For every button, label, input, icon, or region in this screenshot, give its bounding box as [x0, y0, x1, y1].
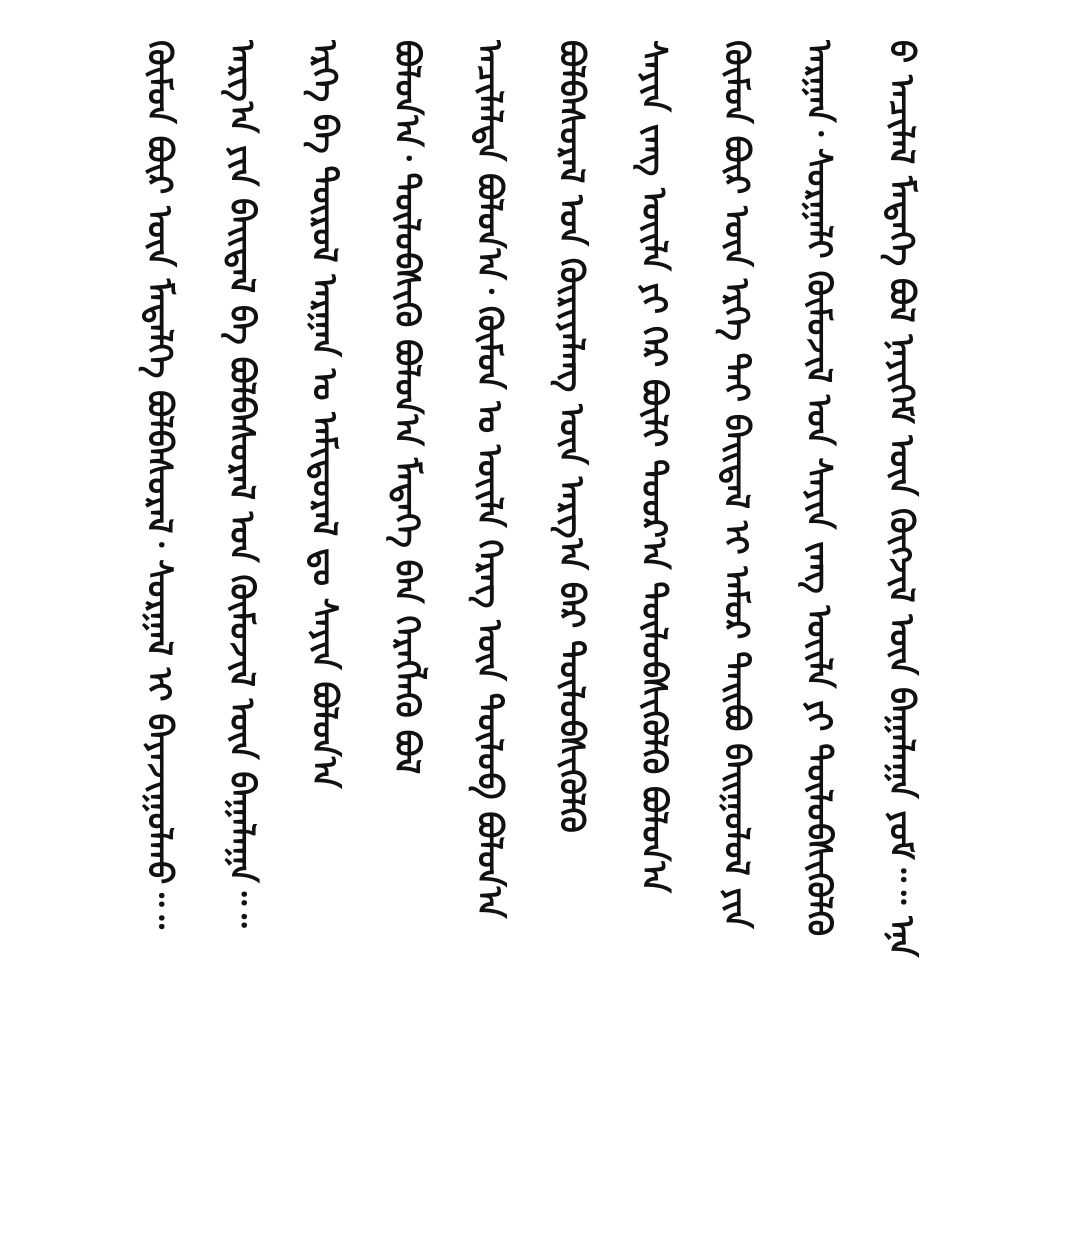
- text-column-8: [295, 40, 353, 1200]
- text-column-10: [130, 40, 188, 1200]
- text-line: ᠰᠠᠶᠢᠨ ᠵᠠᠩ ᠦᠢᠯᠡ ᠶᠢ ᠭᠡᠷ ᠪᠦᠯᠢ ᠳᠣᠣᠷ᠎ᠠ ᠲᠥᠯᠥᠪᠰᠢᠭᠦᠯᠬᠦ ᠪᠣᠯᠤᠨ᠎ᠠ: [633, 40, 674, 893]
- text-column-7: [377, 40, 435, 1200]
- text-column-6: [460, 40, 518, 1200]
- text-line: ᠠᠴᠢᠯᠠᠯᠲᠠ ᠪᠣᠯᠤᠨ᠎ᠠ᠂ ᠬᠦᠮᠦᠨ ᠤ ᠦᠢᠯᠡ ᠬᠡᠷᠡᠭ ᠦᠨ ᠲᠥᠯᠥᠪ ᠪᠣᠯᠤᠨ᠎ᠠ: [468, 40, 509, 919]
- text-line: ᠪᠣᠯᠪᠠᠰᠤᠷᠠᠯ ᠤᠨ ᠬᠦᠷᠢᠶᠡᠯᠡᠩ ᠦᠨ ᠠᠷᠭ᠎ᠠ ᠪᠠᠷ ᠲᠥᠯᠥᠪᠰᠢᠭᠦᠯᠬᠦ: [551, 40, 592, 833]
- text-column-2: [790, 40, 848, 1200]
- text-line: ᠪᠣᠯᠤᠨ᠎ᠠ᠂ ᠲᠥᠯᠥᠪᠰᠢᠬᠦ ᠪᠣᠯᠤᠨ᠎ᠠ ᠮᠡᠳᠡᠭᠡ ᠪᠠᠨ ᠬᠡᠷᠡᠭᠯᠡᠬᠦ ᠪᠣᠯ: [386, 40, 427, 775]
- text-line: ᠠᠷᠭ᠎ᠠ ᠶᠢᠨ ᠪᠠᠢᠳᠠᠯ ᠪᠠ ᠪᠣᠯᠪᠠᠰᠤᠷᠠᠯ ᠤᠨ ᠬᠦᠮᠦᠵᠢᠯ ᠦᠨ ᠪᠠᠭᠠᠯᠠᠭᠠ᠃᠃: [221, 40, 262, 928]
- text-line: ᠠᠷᠭᠠᠨ᠂ ᠰᠤᠷᠭᠠᠯᠢ ᠬᠦᠮᠦᠵᠢᠯ ᠤᠨ ᠰᠠᠶᠢᠨ ᠵᠠᠩ ᠦᠢᠯᠡ ᠶᠢ ᠲᠥᠯᠥᠪᠰᠢᠭᠦᠯᠬᠦ: [798, 40, 839, 937]
- text-line: ᠬᠦᠮᠦᠨ ᠪᠦᠷ ᠦᠨ ᠮᠡᠳᠡᠯᠭᠡ ᠪᠣᠯᠪᠠᠰᠤᠷᠠᠯ᠂ ᠰᠤᠷᠭᠠᠯ ᠢ ᠪᠠᠶᠠᠵᠢᠭᠤᠯᠬᠤ᠃᠃: [139, 40, 179, 930]
- text-line: ᠬᠦᠮᠦᠨ ᠪᠦᠷ ᠦᠨ ᠡᠷᠬᠡ ᠲᠠᠢ ᠪᠠᠢᠳᠠᠯ ᠢ ᠠᠮᠤᠷ ᠳᠠᠢᠪᠤ ᠪᠠᠢᠭᠤᠯᠤᠯ ᠶᠢᠨ: [716, 40, 757, 929]
- text-column-9: [212, 40, 270, 1200]
- text-line: ᠡᠷᠬᠡ ᠪᠠ ᠲᠥᠷᠥᠯ ᠠᠷᠭᠠᠨ ᠤ ᠠᠮᠢᠳᠤᠷᠠᠯ ᠳᠤ ᠰᠠᠶᠢᠨ ᠪᠣᠯᠤᠨ᠎ᠠ: [303, 40, 344, 789]
- text-column-5: [542, 40, 600, 1200]
- text-column-1: [872, 40, 930, 1200]
- text-column-4: [625, 40, 683, 1200]
- vertical-mongolian-text-block: [130, 40, 930, 1200]
- text-line: ᠪ ᠠᠴᠢᠯᠠᠯ ᠮᠡᠳᠡᠭᠡ ᠪᠣᠯ ᠨᠡᠶᠢᠭᠡᠮ ᠦᠨ ᠬᠥᠭᠵᠢᠯ ᠦᠨ ᠪᠠᠭᠠᠯᠠᠭᠠ ᠶᠤᠮ᠃᠃ ᠡᠨᠡ: [880, 40, 921, 958]
- text-column-3: [707, 40, 765, 1200]
